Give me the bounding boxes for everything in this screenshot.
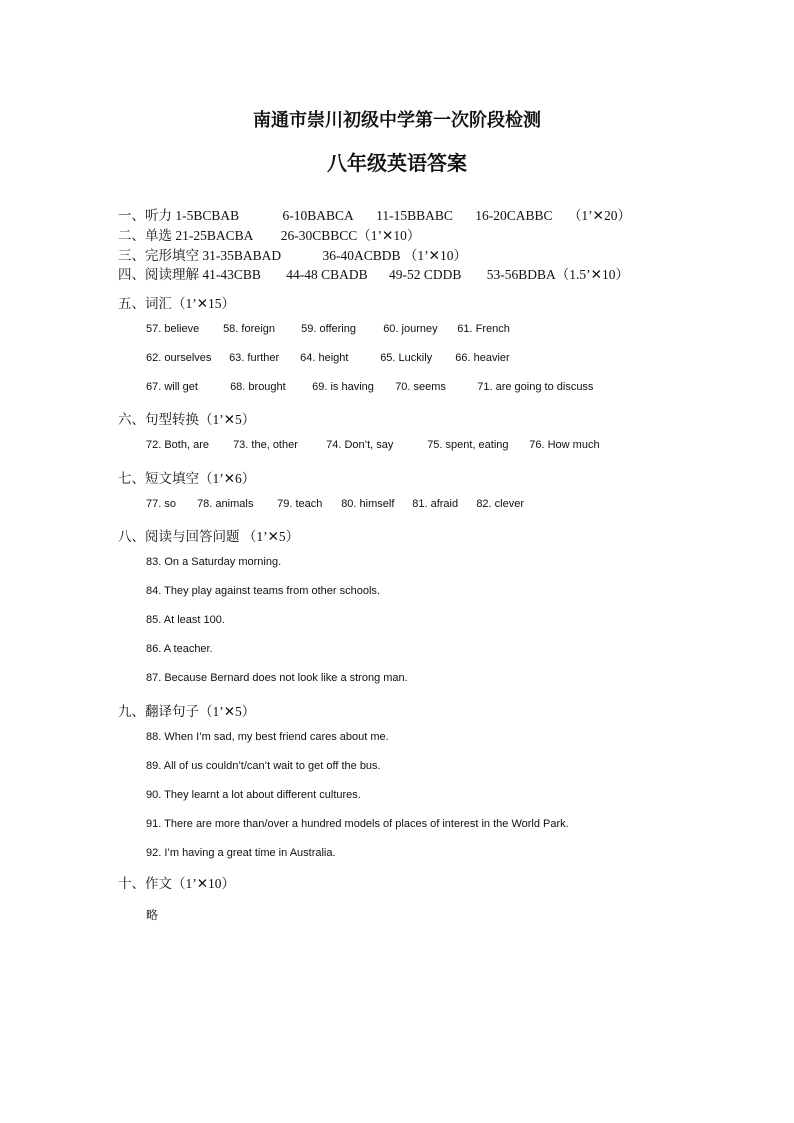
vocab-answer: 70. seems <box>395 381 446 393</box>
vocab-answer: 57. believe <box>146 323 200 335</box>
single-choice-part-2: 26-30CBBCC（1’✕10） <box>280 228 421 243</box>
vocab-answer: 59. offering <box>301 323 356 335</box>
reading-part-1: 四、阅读理解 41-43CBB <box>118 267 261 282</box>
vocab-row-2 <box>146 352 510 364</box>
vocab-answer: 69. is having <box>312 381 374 393</box>
vocab-answer: 63. further <box>229 352 280 364</box>
listening-part-2: 6-10BABCA <box>282 208 354 223</box>
vocab-answer: 67. will get <box>146 381 198 393</box>
reading-part-4: 53-56BDBA（1.5’✕10） <box>486 267 629 282</box>
vocab-answer: 66. heavier <box>455 352 510 364</box>
transform-answer: 72. Both, are <box>146 439 209 451</box>
vocab-answer: 60. journey <box>383 323 438 335</box>
translate-item: 91. There are more than/over a hundred models of places of interest in the World Park. <box>146 818 569 830</box>
qa-item: 84. They play against teams from other schools. <box>146 585 380 597</box>
fill-answer: 79. teach <box>277 498 323 510</box>
fill-heading: 七、短文填空（1’✕6） <box>118 471 256 486</box>
qa-item: 83. On a Saturday morning. <box>146 556 282 568</box>
single-choice-part-1: 二、单选 21-25BACBA <box>118 228 254 243</box>
listening-part-1: 一、听力 1-5BCBAB <box>118 208 240 223</box>
vocab-row-3 <box>146 381 593 393</box>
vocab-answer: 58. foreign <box>223 323 276 335</box>
single-choice-answers <box>118 224 420 244</box>
transform-heading: 六、句型转换（1’✕5） <box>118 412 256 427</box>
page-subtitle: 八年级英语答案 <box>327 151 467 175</box>
transform-answer: 74. Don’t, say <box>326 439 394 451</box>
qa-item: 86. A teacher. <box>146 643 213 655</box>
cloze-part-2: 36-40ACBDB （1’✕10） <box>322 248 467 263</box>
listening-answers <box>118 204 631 224</box>
transform-row <box>146 439 600 451</box>
vocab-answer: 61. French <box>457 323 510 335</box>
fill-answer: 81. afraid <box>412 498 459 510</box>
fill-answer: 82. clever <box>476 498 525 510</box>
transform-answer: 75. spent, eating <box>427 439 509 451</box>
page-title: 南通市崇川初级中学第一次阶段检测 <box>253 110 541 131</box>
writing-answer: 略 <box>146 908 159 922</box>
reading-answers <box>118 263 629 283</box>
fill-row <box>146 498 524 510</box>
listening-part-4: 16-20CABBC <box>475 208 553 223</box>
fill-answer: 77. so <box>146 498 176 510</box>
translate-item: 92. I’m having a great time in Australia. <box>146 847 336 859</box>
transform-answer: 76. How much <box>529 439 600 451</box>
reading-part-3: 49-52 CDDB <box>389 267 462 282</box>
cloze-part-1: 三、完形填空 31-35BABAD <box>118 248 282 263</box>
vocab-answer: 65. Luckily <box>380 352 433 364</box>
vocab-answer: 62. ourselves <box>146 352 212 364</box>
vocab-answer: 71. are going to discuss <box>477 381 594 393</box>
listening-part-3: 11-15BBABC <box>376 208 453 223</box>
vocab-row-1 <box>146 323 510 335</box>
transform-answer: 73. the, other <box>233 439 298 451</box>
listening-score: （1’✕20） <box>567 208 631 223</box>
vocab-answer: 64. height <box>300 352 349 364</box>
fill-answer: 78. animals <box>197 498 254 510</box>
translate-heading: 九、翻译句子（1’✕5） <box>118 704 256 719</box>
cloze-answers <box>118 244 467 264</box>
vocab-heading: 五、词汇（1’✕15） <box>118 296 236 311</box>
fill-answer: 80. himself <box>341 498 395 510</box>
translate-item: 90. They learnt a lot about different cultures. <box>146 789 361 801</box>
writing-heading: 十、作文（1’✕10） <box>118 876 236 891</box>
qa-item: 85. At least 100. <box>146 614 225 626</box>
vocab-answer: 68. brought <box>230 381 286 393</box>
translate-item: 89. All of us couldn’t/can’t wait to get off the bus. <box>146 760 381 772</box>
translate-item: 88. When I’m sad, my best friend cares about me. <box>146 731 389 743</box>
qa-item: 87. Because Bernard does not look like a strong man. <box>146 672 408 684</box>
qa-heading: 八、阅读与回答问题 （1’✕5） <box>118 529 300 544</box>
reading-part-2: 44-48 CBADB <box>286 267 368 282</box>
